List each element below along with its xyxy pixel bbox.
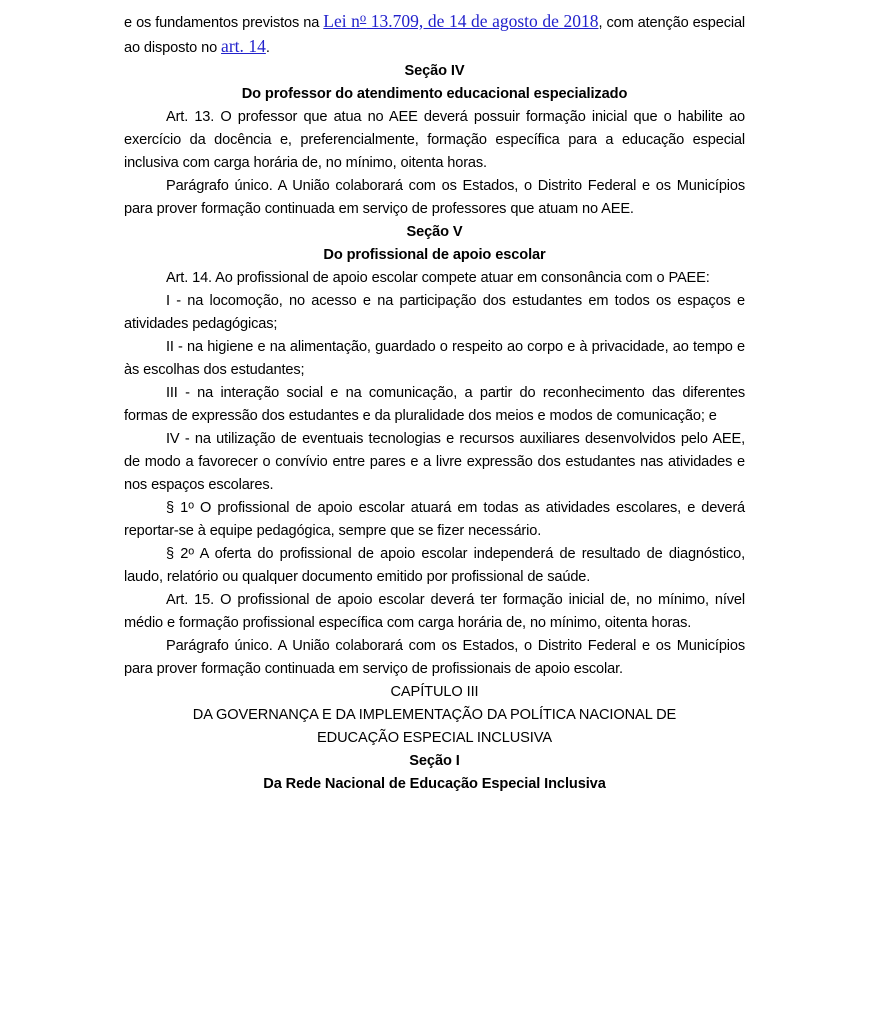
paragraph-art-14-paragrafo-1 xyxy=(124,497,745,543)
link-lei-13709[interactable] xyxy=(323,11,598,31)
heading-secao-i: Seção I xyxy=(409,753,460,769)
paragraph-art-13-paragrafo-unico: Parágrafo único. A União colaborará com os Estados, o Distrito Federal e os Municípios para prover formação continuada em serviço de professores que atuam no AEE. xyxy=(124,178,745,217)
capitulo-iii-titulo-linha-2: EDUCAÇÃO ESPECIAL INCLUSIVA xyxy=(317,730,552,746)
paragraph-art-14-caput: Art. 14. Ao profissional de apoio escolar compete atuar em consonância com o PAEE: xyxy=(166,270,710,286)
paragrafo-1-marker: § 1 xyxy=(166,500,189,516)
link-lei-ordinal-superscript: o xyxy=(359,10,367,25)
heading-secao-iv: Seção IV xyxy=(404,63,465,79)
paragrafo-2-text: A oferta do profissional de apoio escolar independerá de resultado de diagnóstico, laudo, relatório ou qualquer documento emitido por profissional de saúde. xyxy=(124,546,746,585)
paragrafo-1-text: O profissional de apoio escolar atuará em todas as atividades escolares, e deverá reportar-se à equipe pedagógica, sempre que se fizer necessário. xyxy=(124,500,745,539)
paragrafo-2-ordinal: o xyxy=(188,545,195,558)
paragraph-art-14-inciso-iii: III - na interação social e na comunicação, a partir do reconhecimento das diferentes formas de expressão dos estudantes e da pluralidade dos meios e modos de comunicação; e xyxy=(124,385,745,424)
heading-secao-iv-titulo: Do professor do atendimento educacional especializado xyxy=(241,86,628,102)
intro-text-after: . xyxy=(265,40,270,56)
heading-capitulo-iii-titulo xyxy=(124,704,745,750)
link-art-14-label: art. 14 xyxy=(221,36,266,56)
link-lei-13709-label: Lei n xyxy=(323,11,360,31)
paragraph-art-14-inciso-iv: IV - na utilização de eventuais tecnologias e recursos auxiliares desenvolvidos pelo AEE, de modo a favorecer o convívio entre pares e a livre expressão dos estudantes nas atividades e nos espaços escolares. xyxy=(124,431,745,493)
paragraph-art-13: Art. 13. O professor que atua no AEE deverá possuir formação inicial que o habilite ao exercício da docência e, preferencialmente, formação específica para a educação especial inclusiva com carga horária de, no mínimo, oitenta horas. xyxy=(124,109,745,171)
heading-secao-i-titulo: Da Rede Nacional de Educação Especial Inclusiva xyxy=(263,776,606,792)
paragraph-art-15-paragrafo-unico: Parágrafo único. A União colaborará com os Estados, o Distrito Federal e os Municípios para prover formação continuada em serviço de profissionais de apoio escolar. xyxy=(124,638,745,677)
paragraph-art-14-inciso-i: I - na locomoção, no acesso e na participação dos estudantes em todos os espaços e atividades pedagógicas; xyxy=(124,293,745,332)
paragraph-intro xyxy=(124,10,745,60)
heading-secao-v-titulo: Do profissional de apoio escolar xyxy=(323,247,546,263)
paragraph-art-15: Art. 15. O profissional de apoio escolar deverá ter formação inicial de, no mínimo, nível médio e formação profissional específica com carga horária de, no mínimo, oitenta horas. xyxy=(124,592,745,631)
intro-text-middle: , com atenção especial ao disposto no xyxy=(124,15,745,56)
link-art-14[interactable] xyxy=(221,36,266,56)
document-body xyxy=(124,10,745,796)
paragrafo-1-ordinal: o xyxy=(188,499,194,512)
paragrafo-2-marker: § 2 xyxy=(166,546,189,562)
paragraph-art-14-inciso-ii: II - na higiene e na alimentação, guardado o respeito ao corpo e à privacidade, ao tempo e às escolhas dos estudantes; xyxy=(124,339,745,378)
link-lei-13709-rest: 13.709, de 14 de agosto de 2018 xyxy=(366,11,599,31)
intro-text-before: e os fundamentos previstos na xyxy=(124,15,324,31)
heading-capitulo-iii: CAPÍTULO III xyxy=(390,684,479,700)
paragraph-art-14-paragrafo-2 xyxy=(124,543,745,589)
capitulo-iii-titulo-linha-1: DA GOVERNANÇA E DA IMPLEMENTAÇÃO DA POLÍTICA NACIONAL DE xyxy=(192,707,677,723)
heading-secao-v: Seção V xyxy=(406,224,463,240)
